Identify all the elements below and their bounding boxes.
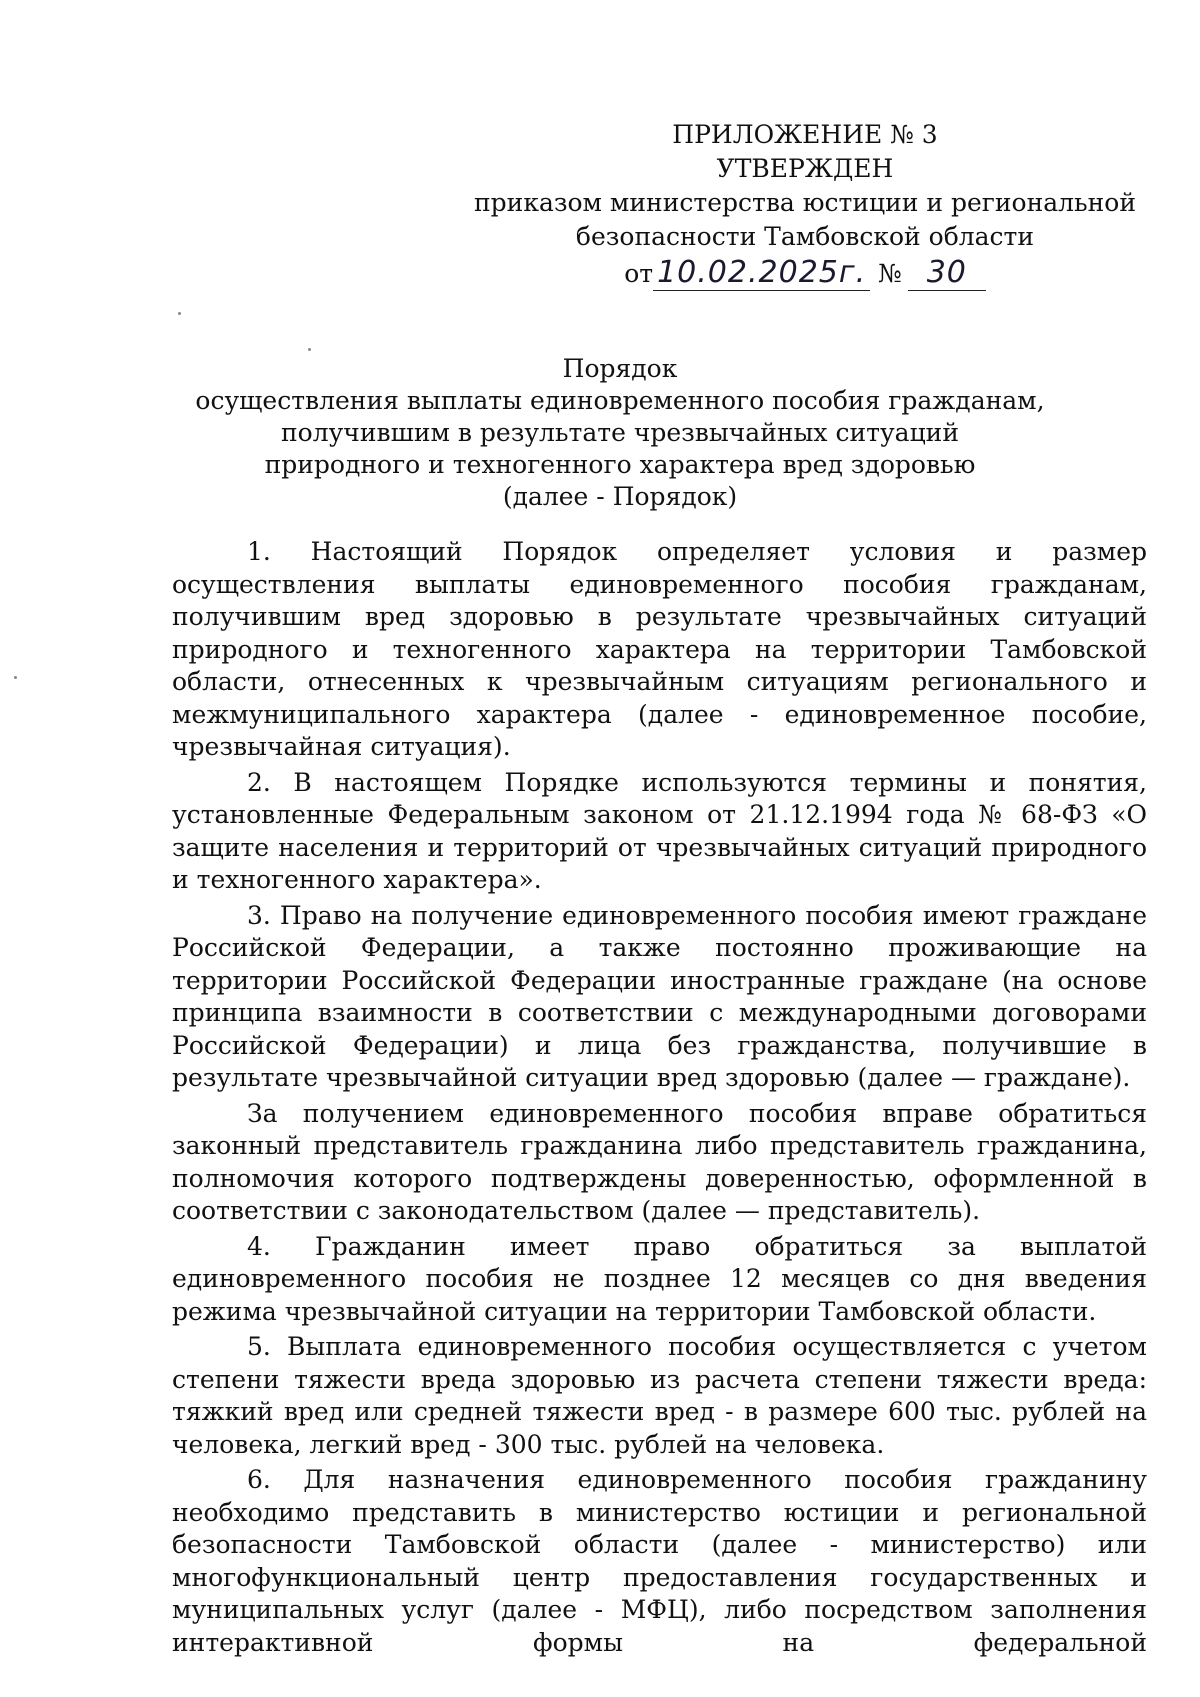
- order-line-2: безопасности Тамбовской области: [575, 222, 1035, 251]
- title-line-4: природного и техногенного характера вред здоровью: [264, 450, 976, 479]
- number-label: №: [878, 259, 902, 288]
- scan-speck: [178, 312, 181, 315]
- document-body: [172, 536, 1147, 1662]
- paragraph-6: 6. Для назначения единовременного пособия гражданину необходимо представить в министерство юстиции и региональной безопасности Тамбовской области (далее - министерство) или многофункциональный центр предоставления государственных и муниципальных услуг (далее - МФЦ), либо посредством заполнения интерактивной формы на федеральной: [172, 1465, 1147, 1657]
- paragraph-4: 4. Гражданин имеет право обратиться за выплатой единовременного пособия не позднее 12 месяцев со дня введения режима чрезвычайной ситуации на территории Тамбовской области.: [172, 1231, 1147, 1326]
- title-line-5: (далее - Порядок): [502, 482, 738, 511]
- from-label: от: [624, 259, 654, 288]
- title-line-1: Порядок: [562, 354, 678, 383]
- handwritten-number: 30: [908, 256, 986, 291]
- approval-header: [470, 118, 1140, 291]
- paragraph-5: 5. Выплата единовременного пособия осуществляется с учетом степени тяжести вреда здоровью из расчета степени тяжести вреда: тяжкий вред или средней тяжести вред - в размере 600 тыс. рублей на человека, легкий вред - 300 тыс. рублей на человека.: [172, 1332, 1147, 1459]
- scan-speck: [308, 348, 311, 351]
- order-line-1: приказом министерства юстиции и региональной: [473, 188, 1137, 217]
- approved-label: УТВЕРЖДЕН: [716, 154, 894, 183]
- document-title: [170, 353, 1070, 513]
- paragraph-2: 2. В настоящем Порядке используются термины и понятия, установленные Федеральным законом от 21.12.1994 года № 68-ФЗ «О защите населения и территорий от чрезвычайных ситуаций природного и техногенного характера».: [172, 767, 1147, 894]
- paragraph-3: 3. Право на получение единовременного пособия имеют граждане Российской Федерации, а также постоянно проживающие на территории Российской Федерации иностранные граждане (на основе принципа взаимности в соответствии с международными договорами Российской Федерации) и лица без гражданства, получившие в результате чрезвычайной ситуации вред здоровью (далее — граждане).: [172, 900, 1147, 1092]
- paragraph-1: 1. Настоящий Порядок определяет условия и размер осуществления выплаты единовременного пособия гражданам, получившим вред здоровью в результате чрезвычайных ситуаций природного и техногенного характера на территории Тамбовской области, отнесенных к чрезвычайным ситуациям регионального и межмуниципального характера (далее - единовременное пособие, чрезвычайная ситуация).: [172, 537, 1147, 761]
- title-line-2: осуществления выплаты единовременного пособия гражданам,: [195, 386, 1045, 415]
- annex-number: ПРИЛОЖЕНИЕ № 3: [672, 120, 938, 149]
- paragraph-3-continued: За получением единовременного пособия вправе обратиться законный представитель гражданина либо представитель гражданина, полномочия которого подтверждены доверенностью, оформленной в соответствии с законодательством (далее — представитель).: [172, 1098, 1147, 1225]
- handwritten-date: 10.02.2025г.: [653, 256, 870, 291]
- title-line-3: получившим в результате чрезвычайных ситуаций: [281, 418, 959, 447]
- order-date-number: [470, 256, 1140, 291]
- scan-speck: [14, 676, 17, 679]
